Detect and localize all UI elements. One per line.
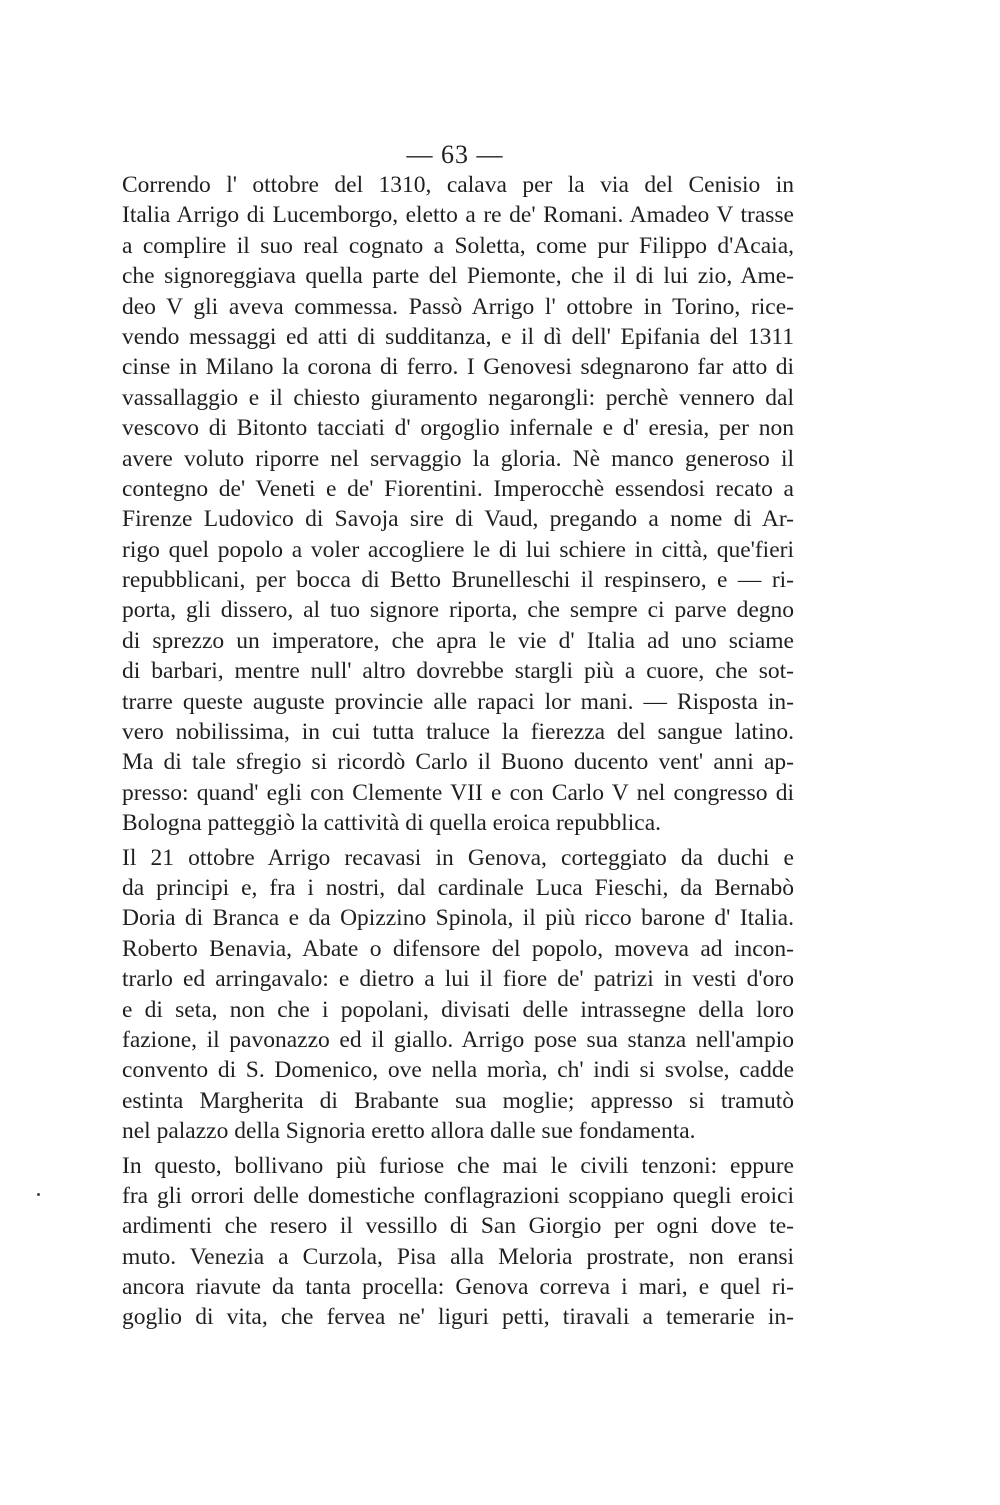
text-line: da principi e, fra i nostri, dal cardinale Luca Fieschi, da Bernabò [122,874,794,901]
text-line: convento di S. Domenico, ove nella morìa, ch' indi si svolse, cadde [122,1057,794,1084]
text-line: cinse in Milano la corona di ferro. I Genovesi sdegnarono far atto di [122,354,794,381]
text-line: Firenze Ludovico di Savoja sire di Vaud, pregando a nome di Ar- [122,506,794,533]
text-line: vendo messaggi ed atti di sudditanza, e il dì dell' Epifania del 1311 [122,323,794,350]
text-line: che signoreggiava quella parte del Piemonte, che il di lui zio, Ame- [122,263,794,290]
text-line: di sprezzo un imperatore, che apra le vie d' Italia ad uno sciame [122,627,794,654]
body-text [122,170,794,1333]
text-line: estinta Margherita di Brabante sua moglie; appresso si tramutò [122,1087,794,1114]
paragraph-3 [122,1151,794,1333]
text-line: nel palazzo della Signoria eretto allora dalle sue fondamenta. [122,1118,696,1145]
text-line: presso: quand' egli con Clemente VII e con Carlo V nel congresso di [122,779,794,806]
text-line: e di seta, non che i popolani, divisati delle intrassegne della loro [122,996,794,1023]
text-line: fra gli orrori delle domestiche conflagrazioni scoppiano quegli eroici [122,1182,794,1209]
text-line: fazione, il pavonazzo ed il giallo. Arrigo pose sua stanza nell'ampio [122,1026,794,1053]
text-line: di barbari, mentre null' altro dovrebbe stargli più a cuore, che sot- [122,658,794,685]
text-line: a complire il suo real cognato a Soletta, come pur Filippo d'Acaia, [122,232,794,259]
text-line: rigo quel popolo a voler accogliere le di lui schiere in città, que'fieri [122,536,794,563]
scan-speck [37,1193,40,1196]
text-line: ardimenti che resero il vessillo di San Giorgio per ogni dove te- [122,1213,794,1240]
text-line: deo V gli aveva commessa. Passò Arrigo l' ottobre in Torino, rice- [122,293,794,320]
text-line: Doria di Branca e da Opizzino Spinola, il più ricco barone d' Italia. [122,905,794,932]
text-line: porta, gli dissero, al tuo signore riporta, che sempre ci parve degno [122,597,794,624]
text-line: ancora riavute da tanta procella: Genova correva i mari, e quel ri- [122,1274,794,1301]
paragraph-1 [122,170,794,839]
text-line: Bologna patteggiò la cattività di quella eroica repubblica. [122,810,661,837]
text-line: Roberto Benavia, Abate o difensore del popolo, moveva ad incon- [122,935,794,962]
text-line: contegno de' Veneti e de' Fiorentini. Imperocchè essendosi recato a [122,475,794,502]
text-line: trarlo ed arringavalo: e dietro a lui il fiore de' patrizi in vesti d'oro [122,966,794,993]
text-line: repubblicani, per bocca di Betto Brunelleschi il respinsero, e — ri- [122,567,794,594]
text-line: vassallaggio e il chiesto giuramento negarongli: perchè vennero dal [122,384,794,411]
text-line: avere voluto riporre nel servaggio la gloria. Nè manco generoso il [122,445,794,472]
text-line: Correndo l' ottobre del 1310, calava per la via del Cenisio in [122,172,794,198]
text-line: In questo, bollivano più furiose che mai le civili tenzoni: eppure [122,1152,794,1179]
page-number: — 63 — [406,140,504,169]
text-line: Ma di tale sfregio si ricordò Carlo il Buono ducento vent' anni ap- [122,749,794,776]
text-line: Il 21 ottobre Arrigo recavasi in Genova, corteggiato da duchi e [122,844,794,871]
paragraph-2 [122,843,794,1147]
text-line: trarre queste auguste provincie alle rapaci lor mani. — Risposta in- [122,688,794,715]
text-line: vescovo di Bitonto tacciati d' orgoglio infernale e d' eresia, per non [122,415,794,442]
text-line: muto. Venezia a Curzola, Pisa alla Meloria prostrate, non eransi [122,1243,794,1270]
text-line: vero nobilissima, in cui tutta traluce la fierezza del sangue latino. [122,719,794,746]
text-line: Italia Arrigo di Lucemborgo, eletto a re de' Romani. Amadeo V trasse [122,202,794,229]
text-line: goglio di vita, che fervea ne' liguri petti, tiravali a temerarie in- [122,1304,794,1331]
